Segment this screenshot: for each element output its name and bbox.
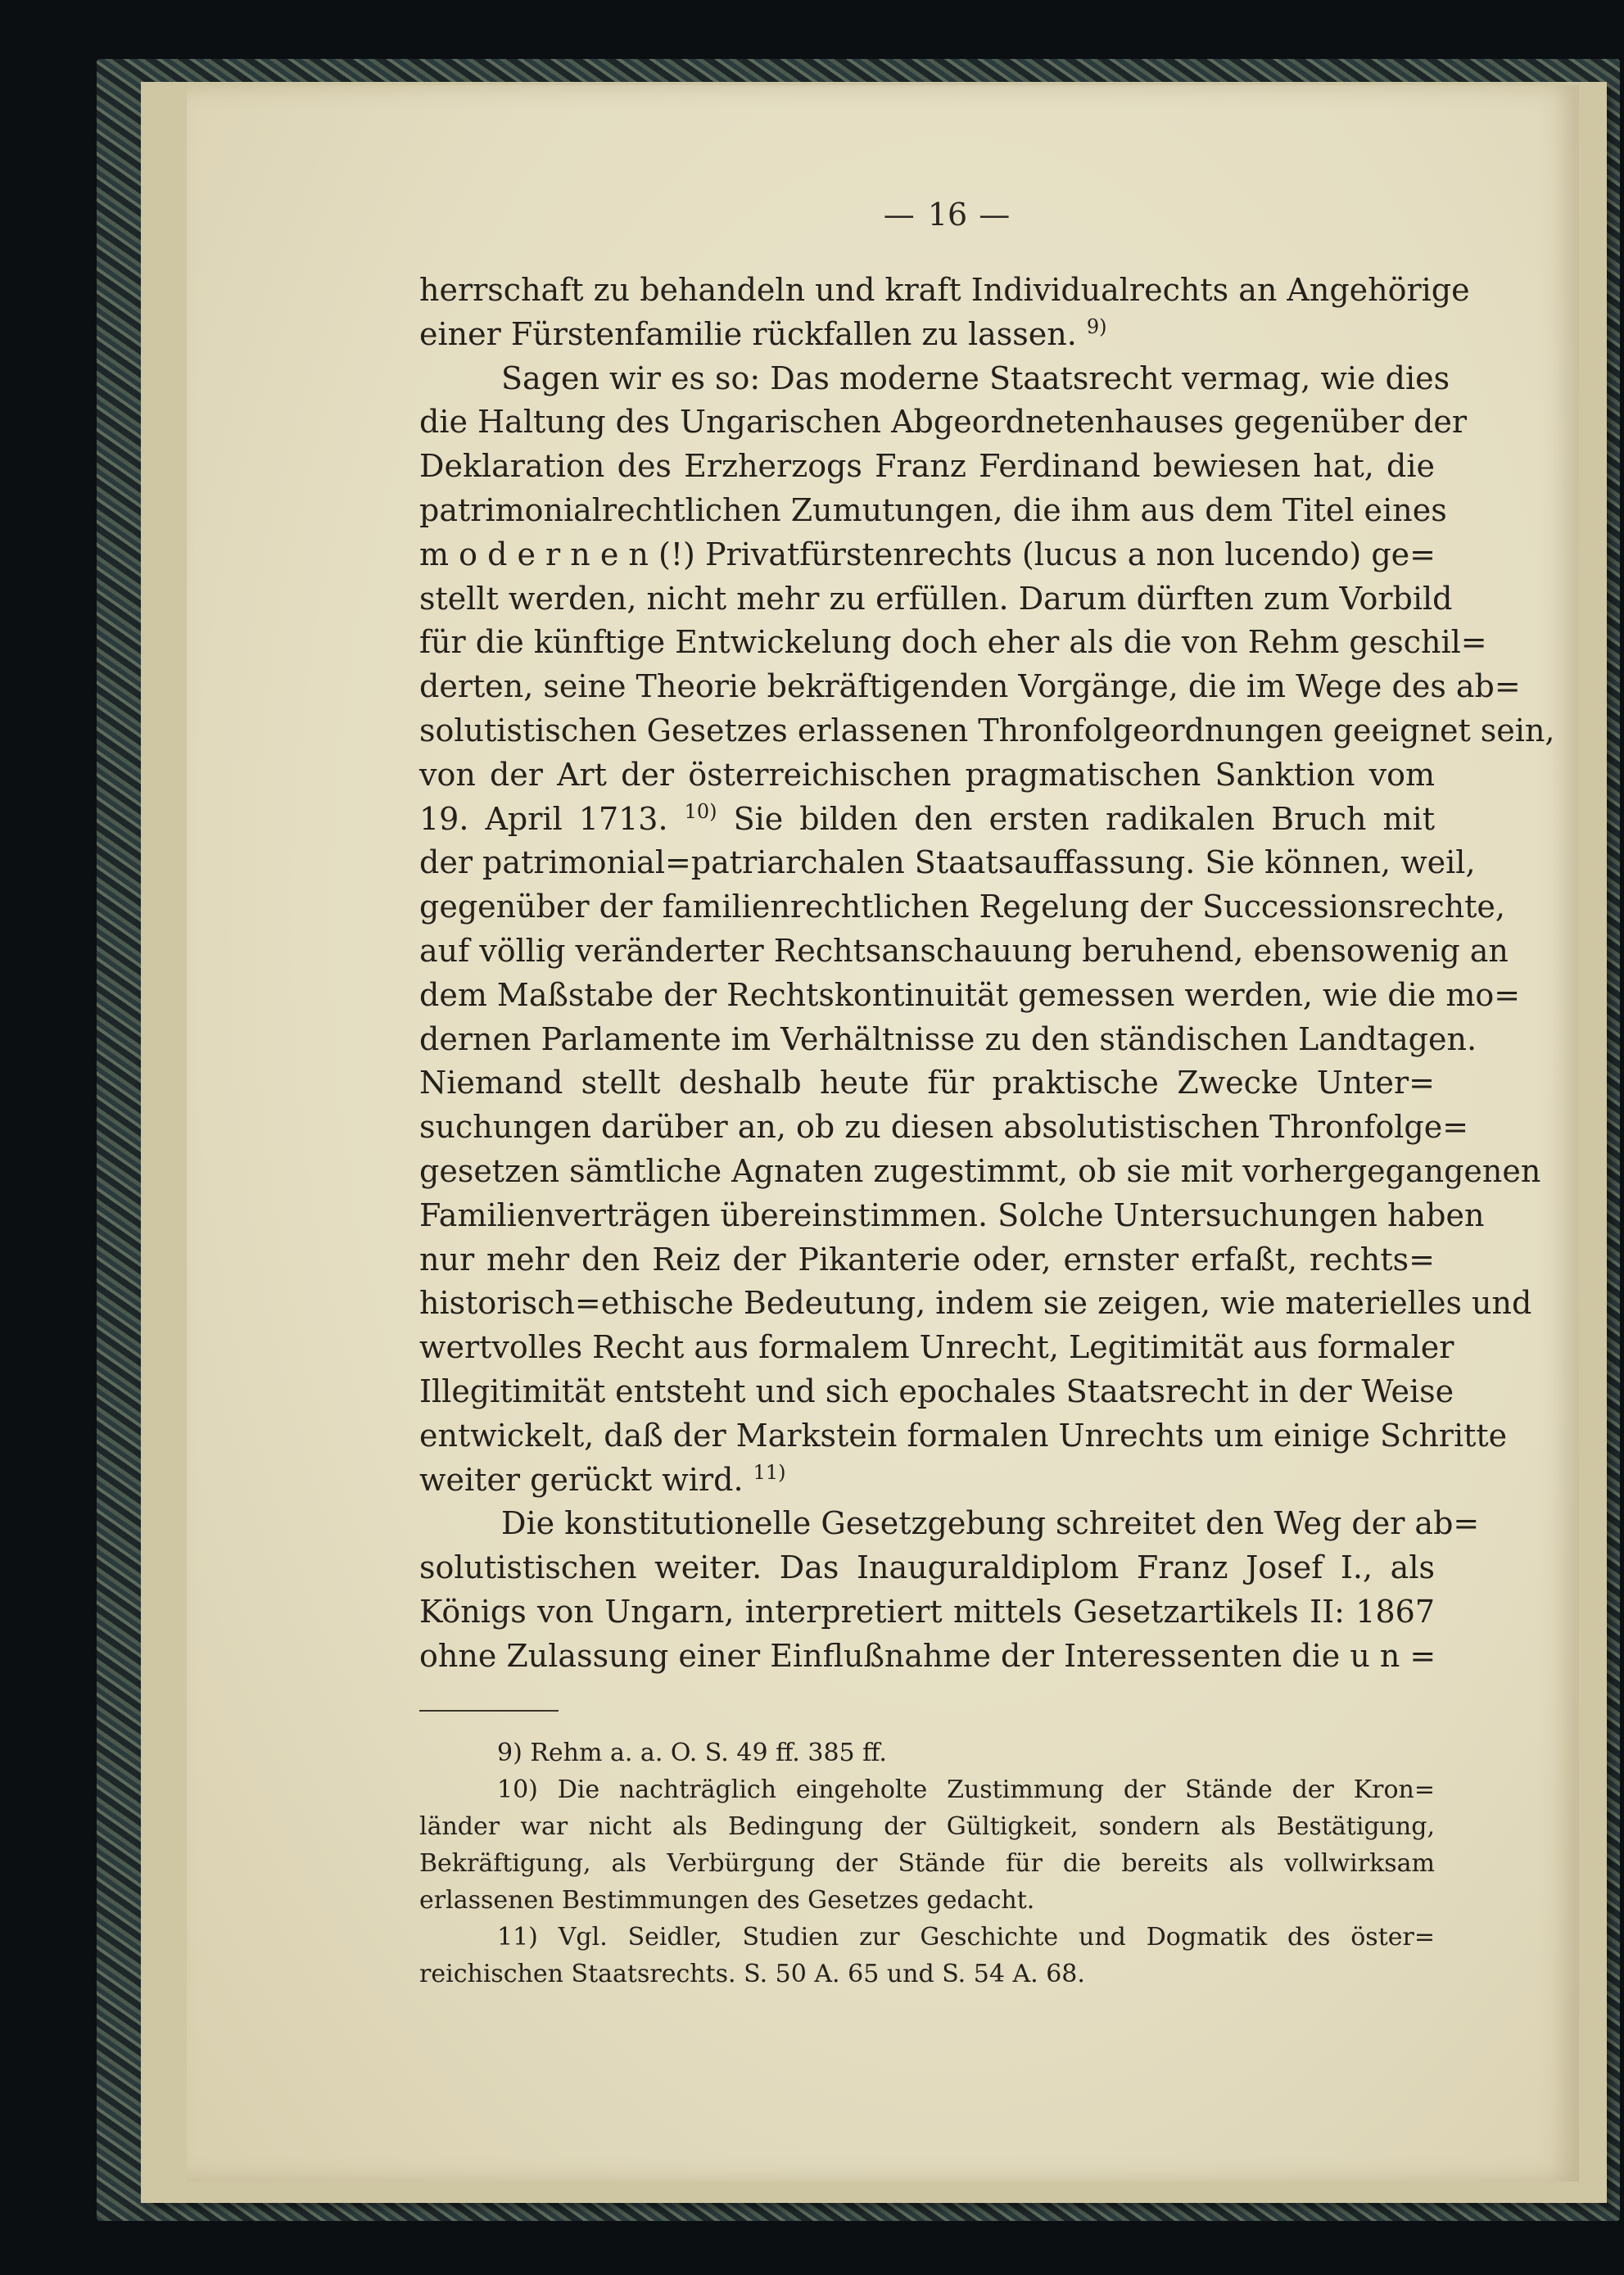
text-line-content: solutistischen Gesetzes erlassenen Thronfolgeordnungen geeignet sein, — [419, 712, 1555, 749]
footnote-reference[interactable]: 11) — [753, 1460, 786, 1484]
text-line-content: stellt werden, nicht mehr zu erfüllen. Darum dürften zum Vorbild — [419, 580, 1453, 617]
footnote-line: reichischen Staatsrechts. S. 50 A. 65 und S. 54 A. 68. — [419, 1960, 1085, 1988]
text-line — [419, 1590, 1435, 1635]
text-line — [419, 841, 1476, 885]
footnote-line: länder war nicht als Bedingung der Gültigkeit, sondern als Bestätigung, — [419, 1812, 1435, 1841]
text-line-content: Familienverträgen übereinstimmen. Solche Untersuchungen haben — [419, 1196, 1485, 1233]
text-line-content: dem Maßstabe der Rechtskontinuität gemessen werden, wie die mo= — [419, 976, 1521, 1013]
text-line — [419, 1370, 1454, 1414]
text-line-content: weiter gerückt wird. — [419, 1461, 744, 1498]
text-line — [419, 357, 1450, 401]
text-line-content: entwickelt, daß der Markstein formalen Unrechts um einige Schritte — [419, 1417, 1508, 1454]
text-line — [419, 1502, 1480, 1546]
text-line-content: Die konstitutionelle Gesetzgebung schreitet den Weg der ab= — [501, 1505, 1480, 1542]
footnote-line: 9) Rehm a. a. O. S. 49 ff. 385 ff. — [497, 1739, 887, 1767]
body-text — [419, 269, 1555, 1679]
text-line-content: für die künftige Entwickelung doch eher als die von Rehm geschil= — [419, 624, 1487, 661]
text-line-content: auf völlig veränderter Rechtsanschauung beruhend, ebensowenig an — [419, 932, 1509, 969]
text-line — [419, 577, 1453, 622]
text-line-content: wertvolles Recht aus formalem Unrecht, Legitimität aus formaler — [419, 1329, 1454, 1366]
text-line — [419, 313, 1435, 357]
text-line-content: Königs von Ungarn, interpretiert mittels Gesetzartikels II: 1867 — [419, 1593, 1435, 1630]
text-line — [419, 665, 1521, 709]
text-line — [419, 400, 1468, 445]
text-line-content: solutistischen weiter. Das Inauguraldiplom Franz Josef I., als — [419, 1549, 1435, 1586]
text-line — [419, 1150, 1541, 1194]
text-line — [419, 709, 1555, 753]
text-line — [419, 1635, 1435, 1679]
text-line-content: 19. April 1713. — [419, 800, 668, 837]
footnote-line: 11) Vgl. Seidler, Studien zur Geschichte und Dogmatik des öster= — [497, 1923, 1435, 1952]
text-line — [419, 1326, 1454, 1370]
text-line-content: von der Art der österreichischen pragmatischen Sanktion vom — [419, 756, 1435, 793]
text-line — [419, 929, 1509, 974]
text-line-content: suchungen darüber an, ob zu diesen absolutistischen Thronfolge= — [419, 1109, 1469, 1146]
text-line — [419, 1546, 1435, 1590]
text-line — [419, 445, 1435, 489]
text-line — [419, 974, 1521, 1018]
page-number: — 16 — — [883, 197, 1012, 233]
text-line-content: nur mehr den Reiz der Pikanterie oder, ernster erfaßt, rechts= — [419, 1241, 1435, 1278]
footnote-line: Bekräftigung, als Verbürgung der Stände für die bereits als vollwirksam — [419, 1849, 1435, 1878]
text-line — [419, 533, 1435, 577]
text-line-content: Niemand stellt deshalb heute für praktische Zwecke Unter= — [419, 1065, 1435, 1101]
text-line — [419, 1282, 1532, 1326]
text-line — [419, 489, 1447, 533]
text-line-content: Illegitimität entsteht und sich epochales Staatsrecht in der Weise — [419, 1373, 1454, 1409]
text-line — [419, 1106, 1469, 1150]
text-line-content: derten, seine Theorie bekräftigenden Vorgänge, die im Wege des ab= — [419, 668, 1521, 705]
text-line-content: Deklaration des Erzherzogs Franz Ferdinand bewiesen hat, die — [419, 448, 1435, 485]
text-line-continuation: Sie bilden den ersten radikalen Bruch mit — [733, 800, 1435, 837]
page-number-value: 16 — [927, 197, 968, 233]
text-line-content: herrschaft zu behandeln und kraft Individualrechts an Angehörige — [419, 272, 1470, 308]
text-line — [419, 798, 1435, 842]
text-line — [419, 621, 1487, 665]
text-line — [419, 269, 1470, 313]
footnote-reference[interactable]: 9) — [1086, 314, 1107, 338]
text-line-content: der patrimonial=patriarchalen Staatsauffassung. Sie können, weil, — [419, 844, 1476, 881]
text-line-content: patrimonialrechtlichen Zumutungen, die ihm aus dem Titel eines — [419, 491, 1447, 528]
text-line — [419, 1414, 1508, 1459]
text-line — [419, 1238, 1435, 1282]
footnote-reference[interactable]: 10) — [684, 799, 717, 823]
text-line — [419, 1459, 1435, 1503]
footnote-rule — [419, 1710, 559, 1712]
text-line-content: einer Fürstenfamilie rückfallen zu lassen. — [419, 315, 1077, 352]
text-line-content: m o d e r n e n (!) Privatfürstenrechts (lucus a non lucendo) ge= — [419, 536, 1436, 572]
text-line — [419, 1061, 1435, 1106]
text-line — [419, 1194, 1485, 1238]
text-line-content: ohne Zulassung einer Einflußnahme der Interessenten die u n = — [419, 1637, 1436, 1674]
footnote-line: erlassenen Bestimmungen des Gesetzes gedacht. — [419, 1886, 1035, 1915]
text-line-content: die Haltung des Ungarischen Abgeordnetenhauses gegenüber der — [419, 404, 1468, 441]
text-line — [419, 1018, 1477, 1062]
text-line-content: gesetzen sämtliche Agnaten zugestimmt, ob sie mit vorhergegangenen — [419, 1152, 1541, 1189]
text-line-content: Sagen wir es so: Das moderne Staatsrecht vermag, wie dies — [501, 360, 1450, 396]
text-line — [419, 885, 1505, 929]
text-line-content: historisch=ethische Bedeutung, indem sie zeigen, wie materielles und — [419, 1285, 1532, 1322]
footnote-line: 10) Die nachträglich eingeholte Zustimmung der Stände der Kron= — [497, 1775, 1435, 1804]
footnotes — [419, 1735, 1435, 1992]
text-line-content: gegenüber der familienrechtlichen Regelung der Successionsrechte, — [419, 889, 1505, 925]
text-line-content: dernen Parlamente im Verhältnisse zu den ständischen Landtagen. — [419, 1020, 1477, 1057]
text-line — [419, 753, 1435, 798]
